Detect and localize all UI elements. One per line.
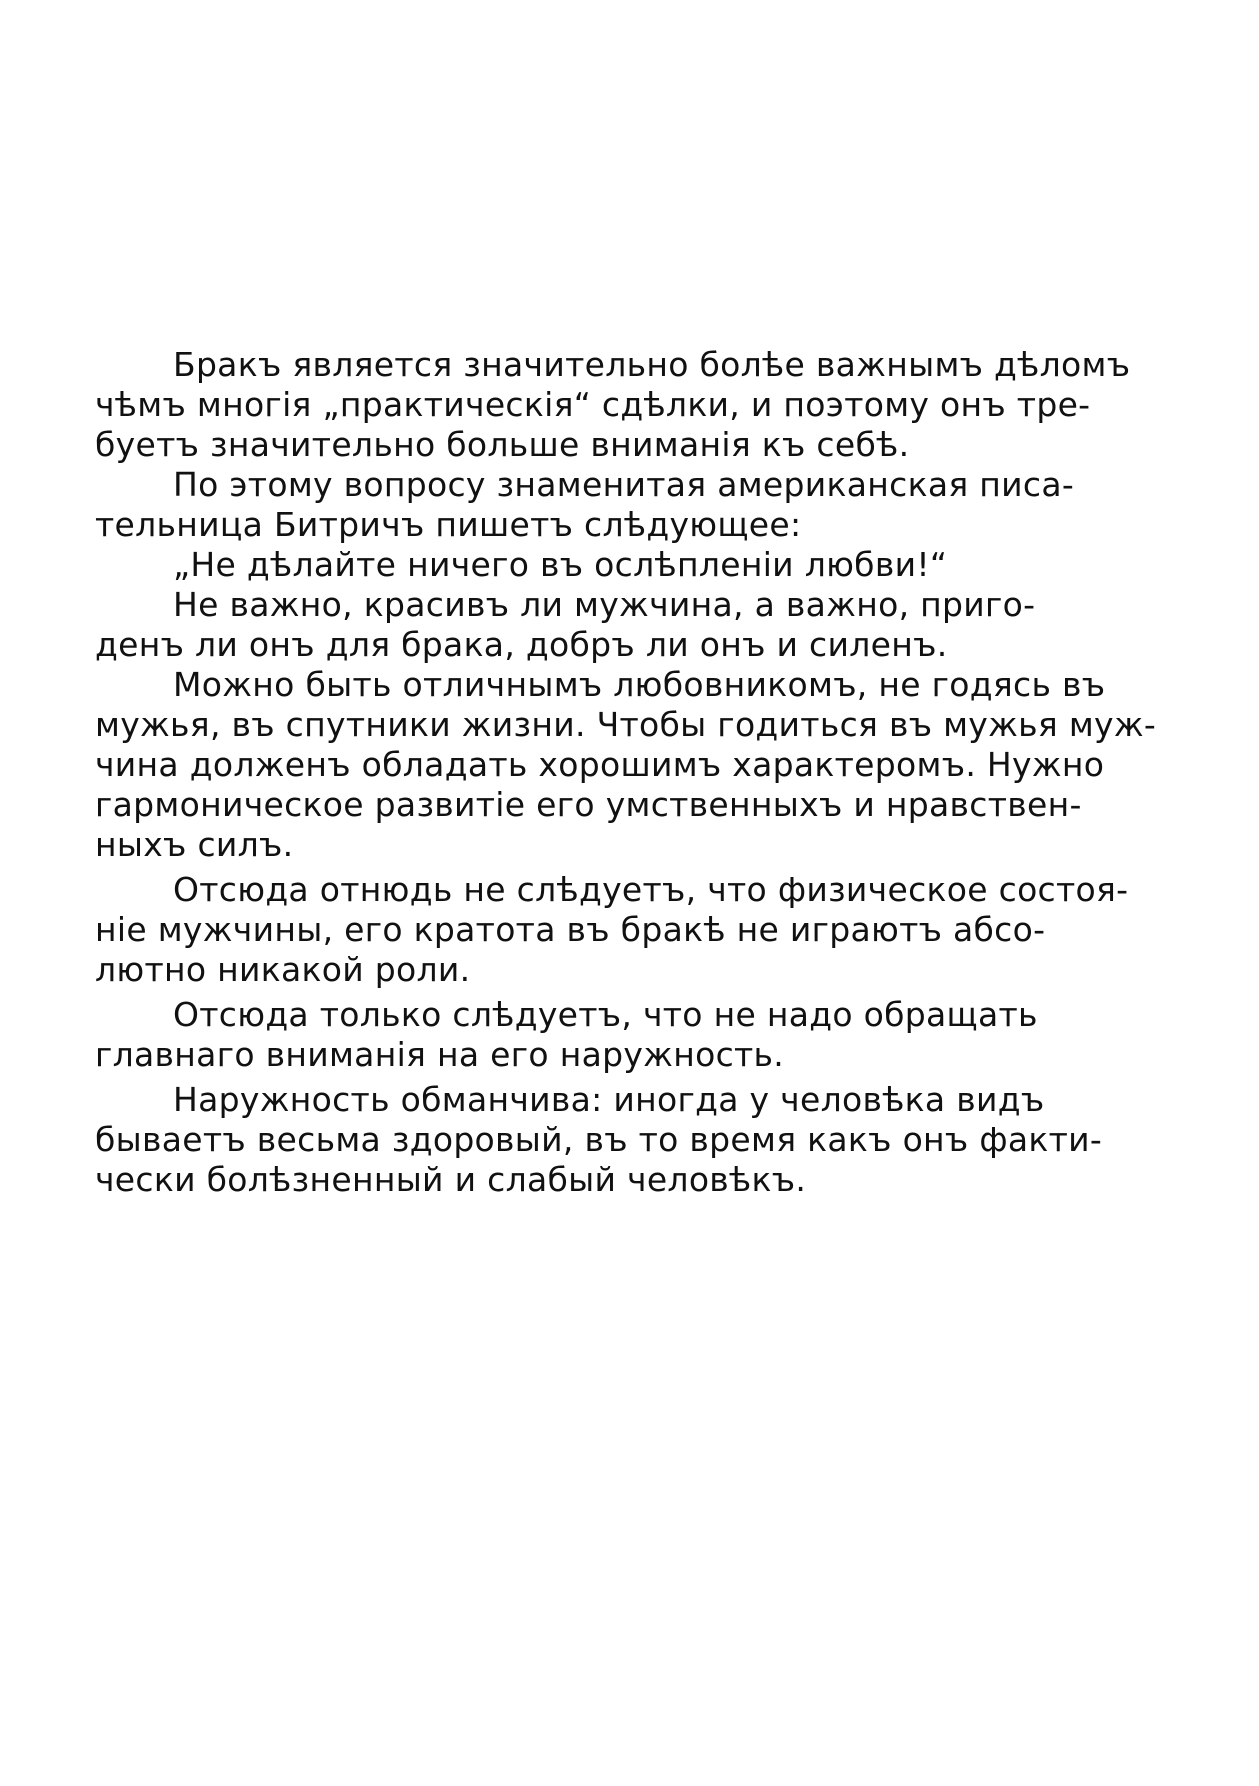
text-line: главнаго вниманія на его наружность.: [95, 1035, 785, 1074]
text-line: „Не дѣлайте ничего въ ослѣпленіи любви!“: [173, 545, 948, 584]
text-line: тельница Битричъ пишетъ слѣдующее:: [95, 505, 802, 544]
text-line: гармоническое развитіе его умственныхъ и нравствен-: [95, 785, 1082, 824]
text-line: бываетъ весьма здоровый, въ то время какъ онъ факти-: [95, 1120, 1103, 1159]
text-line: чина долженъ обладать хорошимъ характеромъ. Нужно: [95, 745, 1105, 784]
text-line: чѣмъ многія „практическія“ сдѣлки, и поэтому онъ тре-: [95, 385, 1091, 424]
text-line: Отсюда отнюдь не слѣдуетъ, что физическое состоя-: [173, 870, 1129, 909]
text-line: мужья, въ спутники жизни. Чтобы годиться въ мужья муж-: [95, 705, 1157, 744]
text-line: буетъ значительно больше вниманія къ себѣ.: [95, 425, 910, 464]
text-line: Бракъ является значительно болѣе важнымъ дѣломъ: [173, 345, 1131, 384]
text-line: ніе мужчины, его кратота въ бракѣ не играютъ абсо-: [95, 910, 1046, 949]
text-line: Не важно, красивъ ли мужчина, а важно, приго-: [173, 585, 1036, 624]
text-line: Отсюда только слѣдуетъ, что не надо обращать: [173, 995, 1038, 1034]
text-line: чески болѣзненный и слабый человѣкъ.: [95, 1160, 807, 1199]
text-line: ныхъ силъ.: [95, 825, 294, 864]
text-line: По этому вопросу знаменитая американская писа-: [173, 465, 1075, 504]
text-line: лютно никакой роли.: [95, 950, 471, 989]
text-line: денъ ли онъ для брака, добръ ли онъ и силенъ.: [95, 625, 948, 664]
text-line: Наружность обманчива: иногда у человѣка видъ: [173, 1080, 1045, 1119]
text-line: Можно быть отличнымъ любовникомъ, не годясь въ: [173, 665, 1106, 704]
